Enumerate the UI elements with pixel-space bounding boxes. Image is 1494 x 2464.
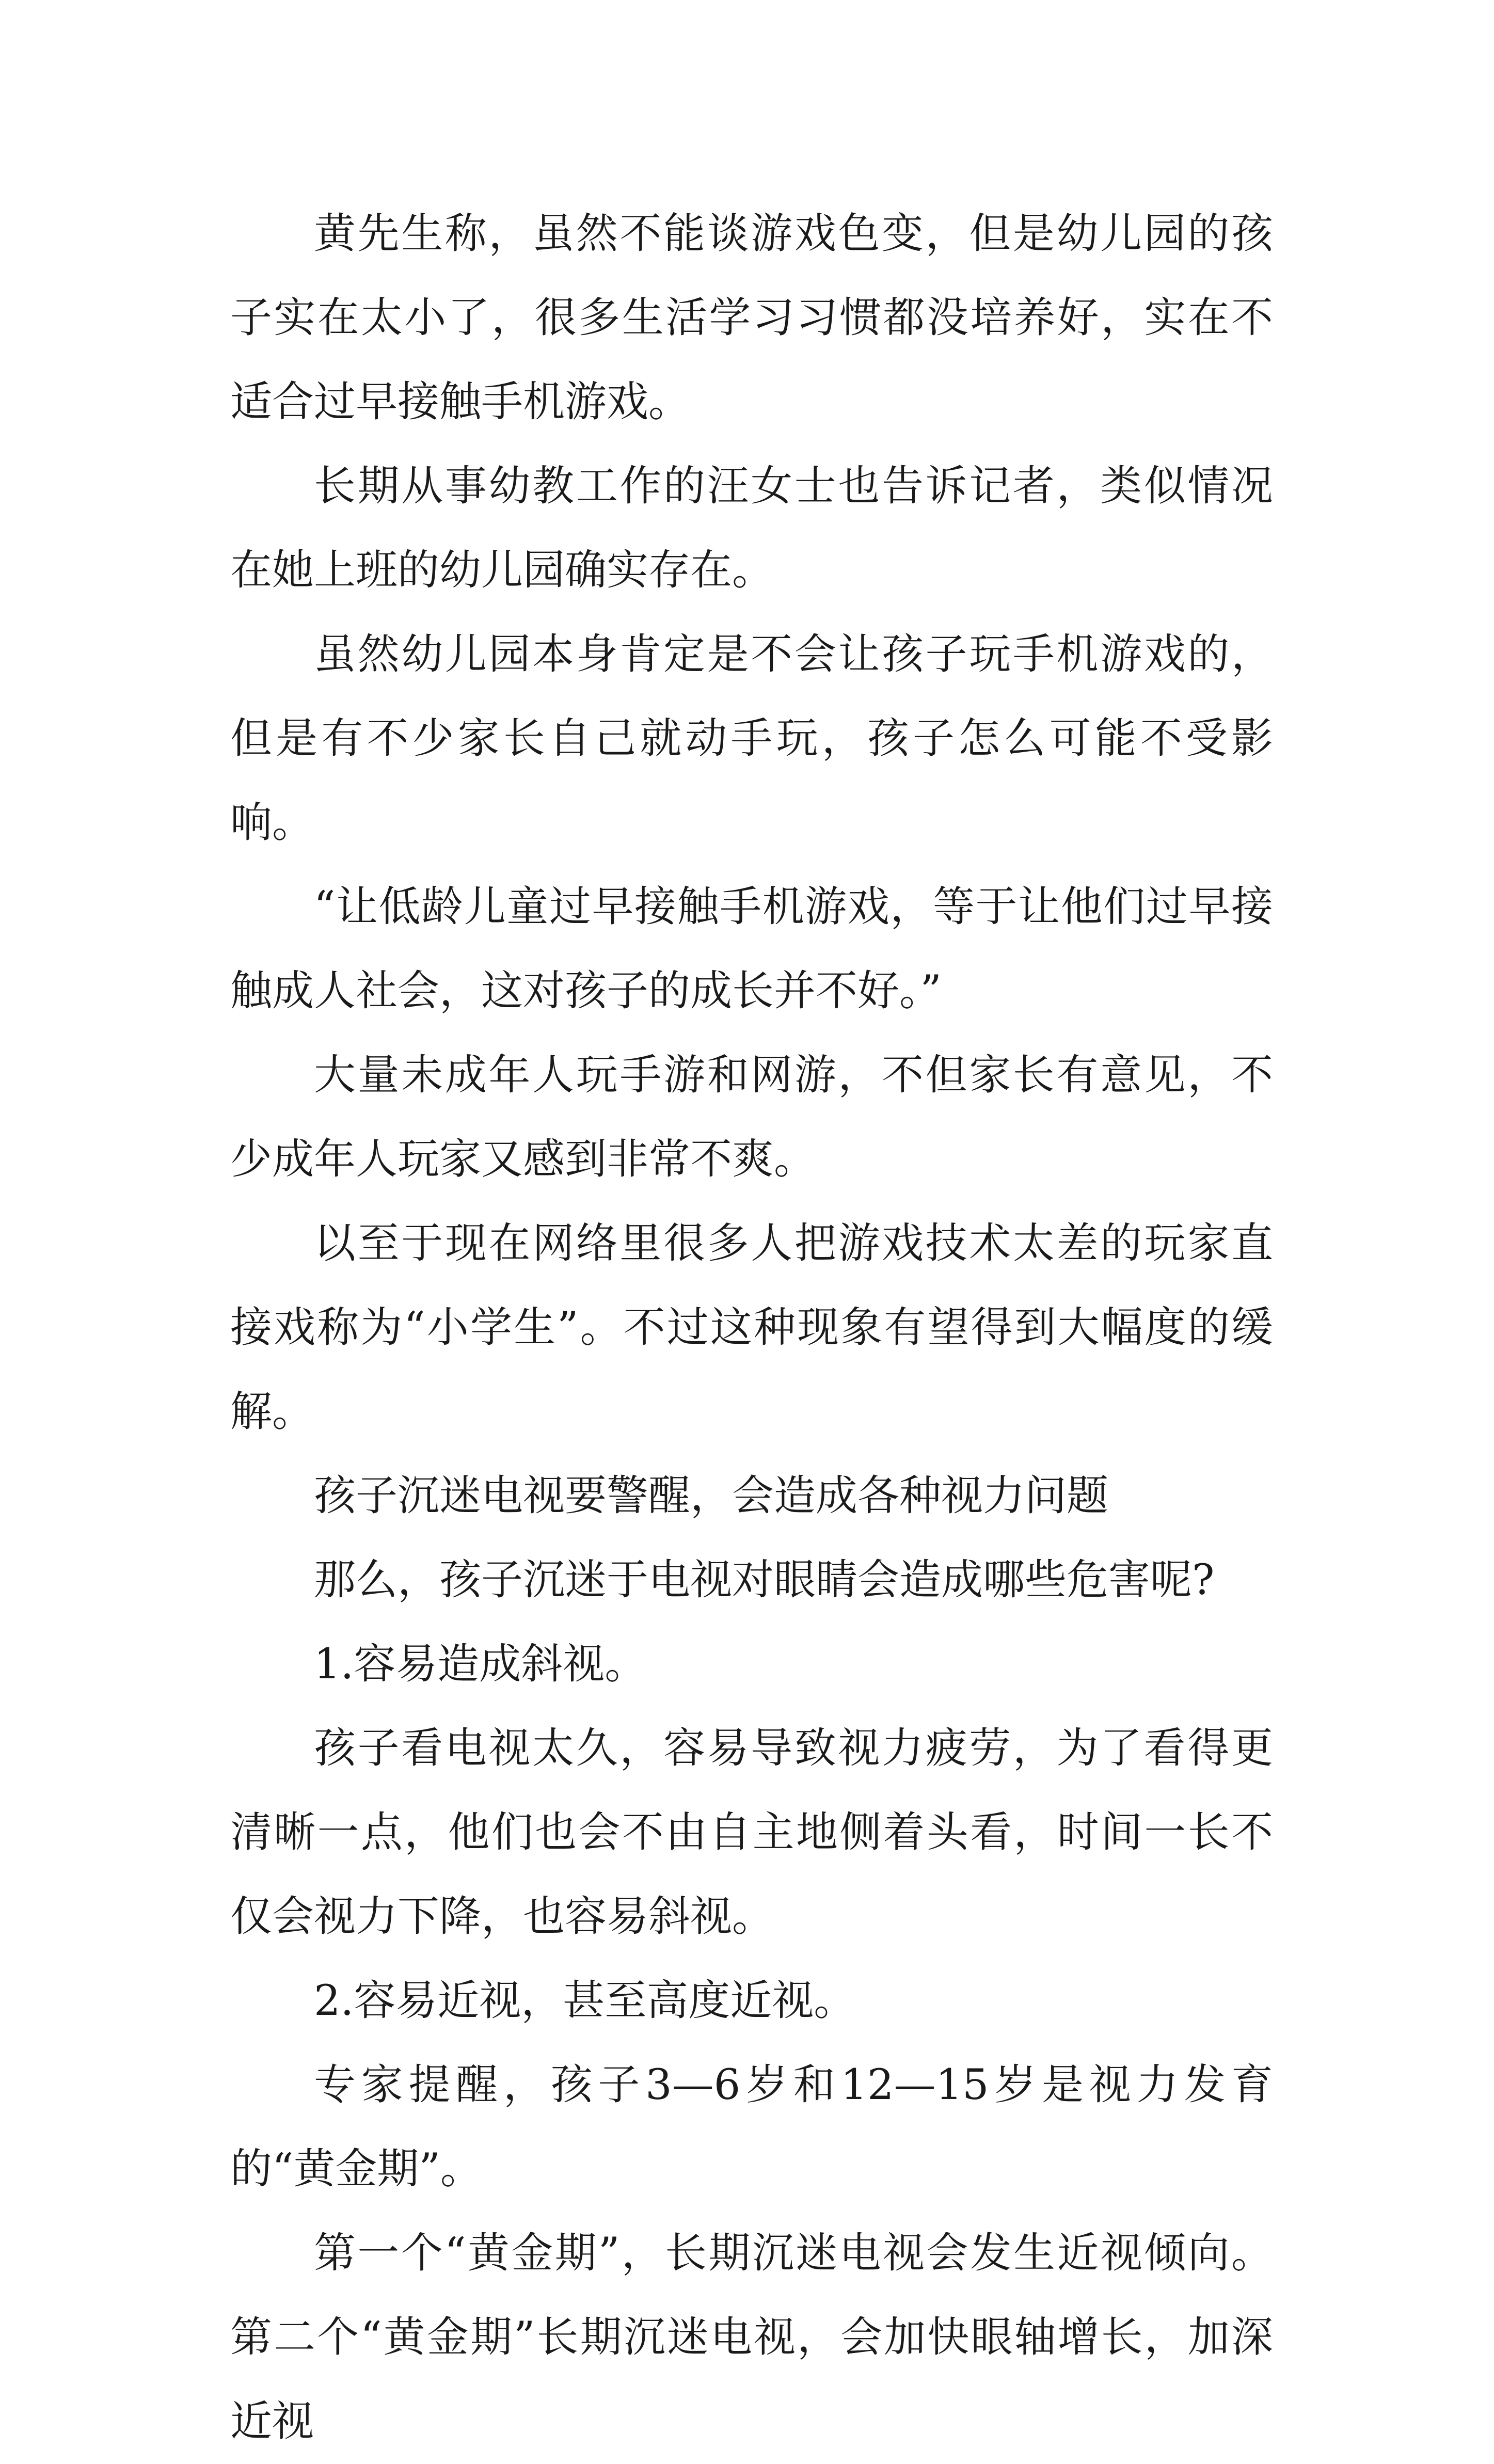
document-body (230, 192, 1273, 2464)
list-item-heading: 2.容易近视，甚至高度近视。 (314, 1977, 856, 2025)
paragraph: 那么，孩子沉迷于电视对眼睛会造成哪些危害呢? (314, 1556, 1215, 1604)
paragraph: 孩子看电视太久，容易导致视力疲劳，为了看得更清晰一点，他们也会不由自主地侧着头看，时间一长不仅会视力下降，也容易斜视。 (230, 1724, 1273, 1941)
quote-paragraph: “让低龄儿童过早接触手机游戏，等于让他们过早接触成人社会，这对孩子的成长并不好。” (230, 883, 1273, 1015)
paragraph: 大量未成年人玩手游和网游，不但家长有意见，不少成年人玩家又感到非常不爽。 (230, 1051, 1273, 1184)
paragraph: 虽然幼儿园本身肯定是不会让孩子玩手机游戏的，但是有不少家长自己就动手玩，孩子怎么可能不受影响。 (230, 630, 1273, 847)
paragraph: 以至于现在网络里很多人把游戏技术太差的玩家直接戏称为“小学生”。不过这种现象有望得到大幅度的缓解。 (230, 1219, 1273, 1436)
paragraph: 第一个“黄金期”，长期沉迷电视会发生近视倾向。第二个“黄金期”长期沉迷电视，会加快眼轴增长，加深近视 (230, 2229, 1273, 2446)
section-heading: 孩子沉迷电视要警醒，会造成各种视力问题 (314, 1472, 1109, 1520)
paragraph: 专家提醒，孩子3—6岁和12—15岁是视力发育的“黄金期”。 (230, 2061, 1273, 2193)
paragraph: 黄先生称，虽然不能谈游戏色变，但是幼儿园的孩子实在太小了，很多生活学习习惯都没培养好，实在不适合过早接触手机游戏。 (230, 210, 1273, 426)
list-item-heading: 1.容易造成斜视。 (314, 1640, 647, 1689)
paragraph: 长期从事幼教工作的汪女士也告诉记者，类似情况在她上班的幼儿园确实存在。 (230, 462, 1273, 595)
